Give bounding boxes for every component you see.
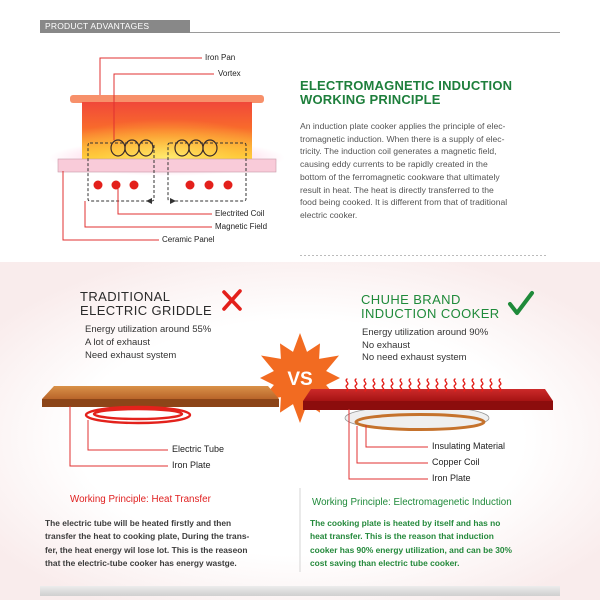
callout-line-copper-coil	[357, 426, 428, 463]
label-ceramic-panel: Ceramic Panel	[162, 235, 215, 244]
traditional-line: fer, the heat energy wil lose lot. This is the reaseon	[45, 544, 248, 555]
principle-line: An induction plate cooker applies the principle of elec-	[300, 121, 506, 131]
principle-title-line-1: ELECTROMAGNETIC INDUCTION	[300, 78, 513, 93]
induction-line: The cooking plate is heated by itself and has no	[310, 518, 501, 528]
traditional-line: that the electric-tube cooker has energy wastge.	[45, 558, 237, 569]
coil-dot	[224, 181, 233, 190]
principle-line: bottom of the ferromagnetic cookware that ultimately	[300, 171, 500, 182]
coil-dot	[186, 181, 195, 190]
griddle-iron-plate-top	[42, 386, 279, 399]
principle-description	[300, 120, 507, 222]
coil-dot	[112, 181, 121, 190]
induction-line: heat transfer. This is the reason that induction	[310, 531, 494, 542]
principle-line: food being cooked. It is different from that of traditional	[300, 197, 508, 208]
induction-line: cost saving than electric tube cooker.	[310, 558, 460, 569]
griddle-iron-plate-edge	[42, 399, 279, 407]
traditional-description	[45, 517, 249, 571]
label-insulating-material: Insulating Material	[432, 441, 506, 451]
induction-cooker-illustration	[303, 379, 553, 430]
label-magnetic-field: Magnetic Field	[215, 222, 268, 231]
induction-description	[310, 517, 512, 571]
traditional-feature: Energy utilization around 55%	[85, 324, 212, 335]
traditional-title-line-2: ELECTRIC GRIDDLE	[80, 303, 213, 318]
principle-line: tricity. The induction coil generates a magnetic field,	[300, 146, 497, 157]
traditional-working-principle: Working Principle: Heat Transfer	[70, 494, 211, 505]
label-copper-coil: Copper Coil	[432, 457, 480, 467]
check-icon	[510, 293, 532, 313]
principle-line: result in heat. The heat is directly transferred to the	[300, 184, 494, 195]
callout-line-iron-pan	[100, 58, 202, 95]
vs-label: VS	[287, 369, 313, 390]
induction-line: cooker has 90% energy utilization, and can be 30%	[310, 544, 512, 555]
coil-dot	[94, 181, 103, 190]
principle-title-line-2: WORKING PRINCIPLE	[300, 92, 441, 107]
induction-feature: Energy utilization around 90%	[362, 327, 489, 338]
ceramic-panel	[58, 159, 276, 172]
coil-dot	[130, 181, 139, 190]
principle-line: electric cooker.	[300, 209, 358, 220]
callout-line-electric-tube	[88, 420, 168, 450]
traditional-line: The electric tube will be heated firstly and then	[45, 518, 232, 528]
pan-bottom-glow	[82, 102, 252, 159]
label-electric-tube: Electric Tube	[172, 444, 225, 454]
pan-rim	[70, 95, 264, 103]
principle-line: tromagnetic induction. When there is a supply of elec-	[300, 133, 505, 144]
label-iron-pan: Iron Pan	[205, 53, 236, 62]
traditional-title-line-1: TRADITIONAL	[80, 289, 171, 304]
induction-title-line-1: CHUHE BRAND	[361, 292, 461, 307]
cross-icon	[224, 291, 240, 309]
callout-line-ceramic-panel	[63, 171, 159, 240]
electric-griddle-illustration	[42, 386, 279, 423]
section-header-title: PRODUCT ADVANTAGES	[45, 21, 150, 31]
traditional-line: transfer the heat to cooking plate, During the trans-	[45, 531, 250, 542]
label-electrited-coil: Electrited Coil	[215, 209, 265, 218]
coil-dot	[205, 181, 214, 190]
electrited-coil-dots	[94, 181, 233, 190]
callout-line-griddle-iron-plate	[70, 406, 168, 466]
electric-tube-loop	[94, 409, 182, 419]
label-griddle-iron-plate: Iron Plate	[172, 460, 211, 470]
field-arrow-left-icon	[146, 198, 152, 204]
traditional-feature: A lot of exhaust	[85, 337, 150, 348]
field-arrow-right-icon	[170, 198, 176, 204]
induction-feature: No need exhaust system	[362, 352, 467, 363]
electric-tube	[86, 407, 190, 423]
label-vortex: Vortex	[218, 69, 241, 78]
label-induction-iron-plate: Iron Plate	[432, 473, 471, 483]
induction-iron-plate-edge	[303, 401, 553, 410]
induction-working-principle: Working Principle: Electromagenetic Induction	[312, 497, 512, 508]
traditional-feature: Need exhaust system	[85, 350, 177, 361]
griddle-callout-lines	[70, 406, 168, 466]
induction-feature: No exhaust	[362, 340, 411, 351]
principle-line: causing eddy currents to be rapidly created in the	[300, 159, 488, 170]
induction-title-line-2: INDUCTION COOKER	[361, 306, 500, 321]
